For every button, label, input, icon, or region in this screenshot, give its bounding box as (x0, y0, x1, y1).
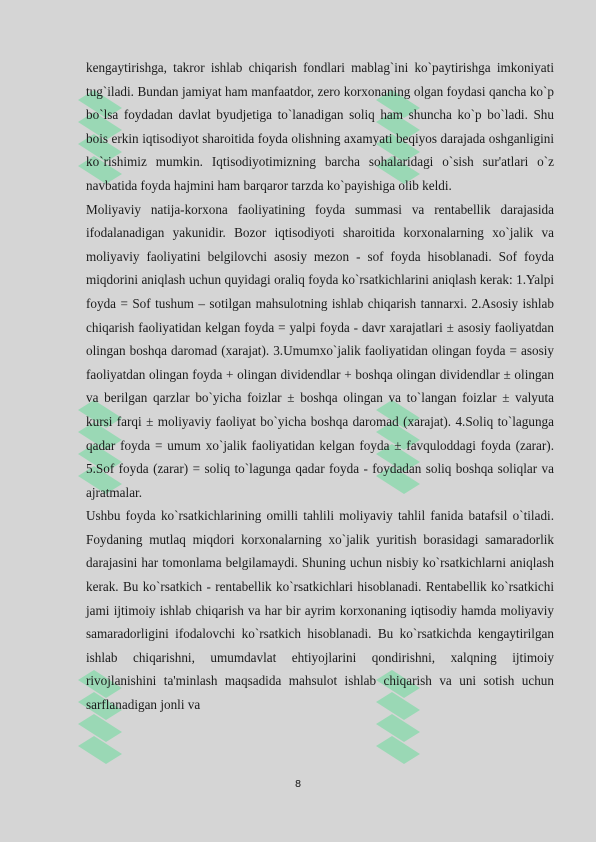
page-number: 8 (294, 779, 302, 790)
paragraph-1: kengaytirishga, takror ishlab chiqarish fondlari mablag`ini ko`paytirishga imkoniyati tug`iladi. Bundan jamiyat ham manfaatdor, zero korxonaning olgan foydasi qancha ko`p bo`lsa foydadan davlat byudjetiga to`lanadigan soliq ham shuncha ko`p bo`ladi. Shu bois erkin iqtisodiyot sharoitida foyda olishning axamyati beqiyos darajada oshganligini ko`rishimiz mumkin. Iqtisodiyotimizning barcha sohalaridagi o`sish sur'atlari o`z navbatida foyda hajmini ham barqaror tarzda ko`payishiga olib keldi. (86, 60, 554, 193)
watermark-stripe (78, 714, 122, 742)
watermark-stripe (376, 714, 420, 742)
paragraph-2: Moliyaviy natija-korxona faoliyatining foyda summasi va rentabellik darajasida ifodalanadigan yakunidir. Bozor iqtisodiyoti sharoitida korxonalarning xo`jalik va moliyaviy faoliyatini belgilovchi asosiy mezon - sof foyda hisoblanadi. Sof foyda miqdorini aniqlash uchun quyidagi oraliq foyda ko`rsatkichlarini aniqlash kerak: 1.Yalpi foyda = Sof tushum – sotilgan mahsulotning ishlab chiqarish tannarxi. 2.Asosiy ishlab chiqarish faoliyatidan kelgan foyda = yalpi foyda - davr xarajatlari ± asosiy faoliyatdan olingan boshqa daromad (xarajat). 3.Umumxo`jalik faoliyatidan olingan foyda = asosiy faoliyatdan olingan foyda + olingan dividendlar + boshqa olingan dividendlar ± olingan va berilgan qarzlar bo`yicha foizlar ± boshqa olingan va to`langan foizlar ± valyuta kursi farqi ± moliyaviy faoliyat bo`yicha boshqa daromad (xarajat). 4.Soliq to`lagunga qadar foyda = umum xo`jalik faoliyatidan kelgan foyda ± favquloddagi foyda (zarar). 5.Sof foyda (zarar) = soliq to`lagunga qadar foyda - foydadan soliq boshqa soliqlar va ajratmalar. (86, 201, 554, 500)
paragraph-3: Ushbu foyda ko`rsatkichlarining omilli tahlili moliyaviy tahlil fanida batafsil o`tiladi. Foydaning mutlaq miqdori korxonalarning xo`jalik yuritish borasidagi samaradorlik darajasini har tomonlama belgilamaydi. Shuning uchun nisbiy ko`rsatkichlarni aniqlash kerak. Bu ko`rsatkich - rentabellik ko`rsatkichlari hisoblanadi. Rentabellik ko`rsatkichi jami ijtimoiy ishlab chiqarish va har bir ayrim korxonaning iqtisodiy hamda moliyaviy samaradorligini ifodalovchi ko`rsatkich hisoblanadi. Bu ko`rsatkichda kengaytirilgan ishlab chiqarishni, umumdavlat ehtiyojlarini qondirishni, xalqning ijtimoiy rivojlanishini ta'minlash maqsadida mahsulot ishlab chiqarish va uni sotish uchun sarflanadigan jonli va (86, 508, 554, 713)
watermark-stripe (78, 736, 122, 764)
watermark-stripe (376, 736, 420, 764)
body-text (86, 56, 554, 717)
